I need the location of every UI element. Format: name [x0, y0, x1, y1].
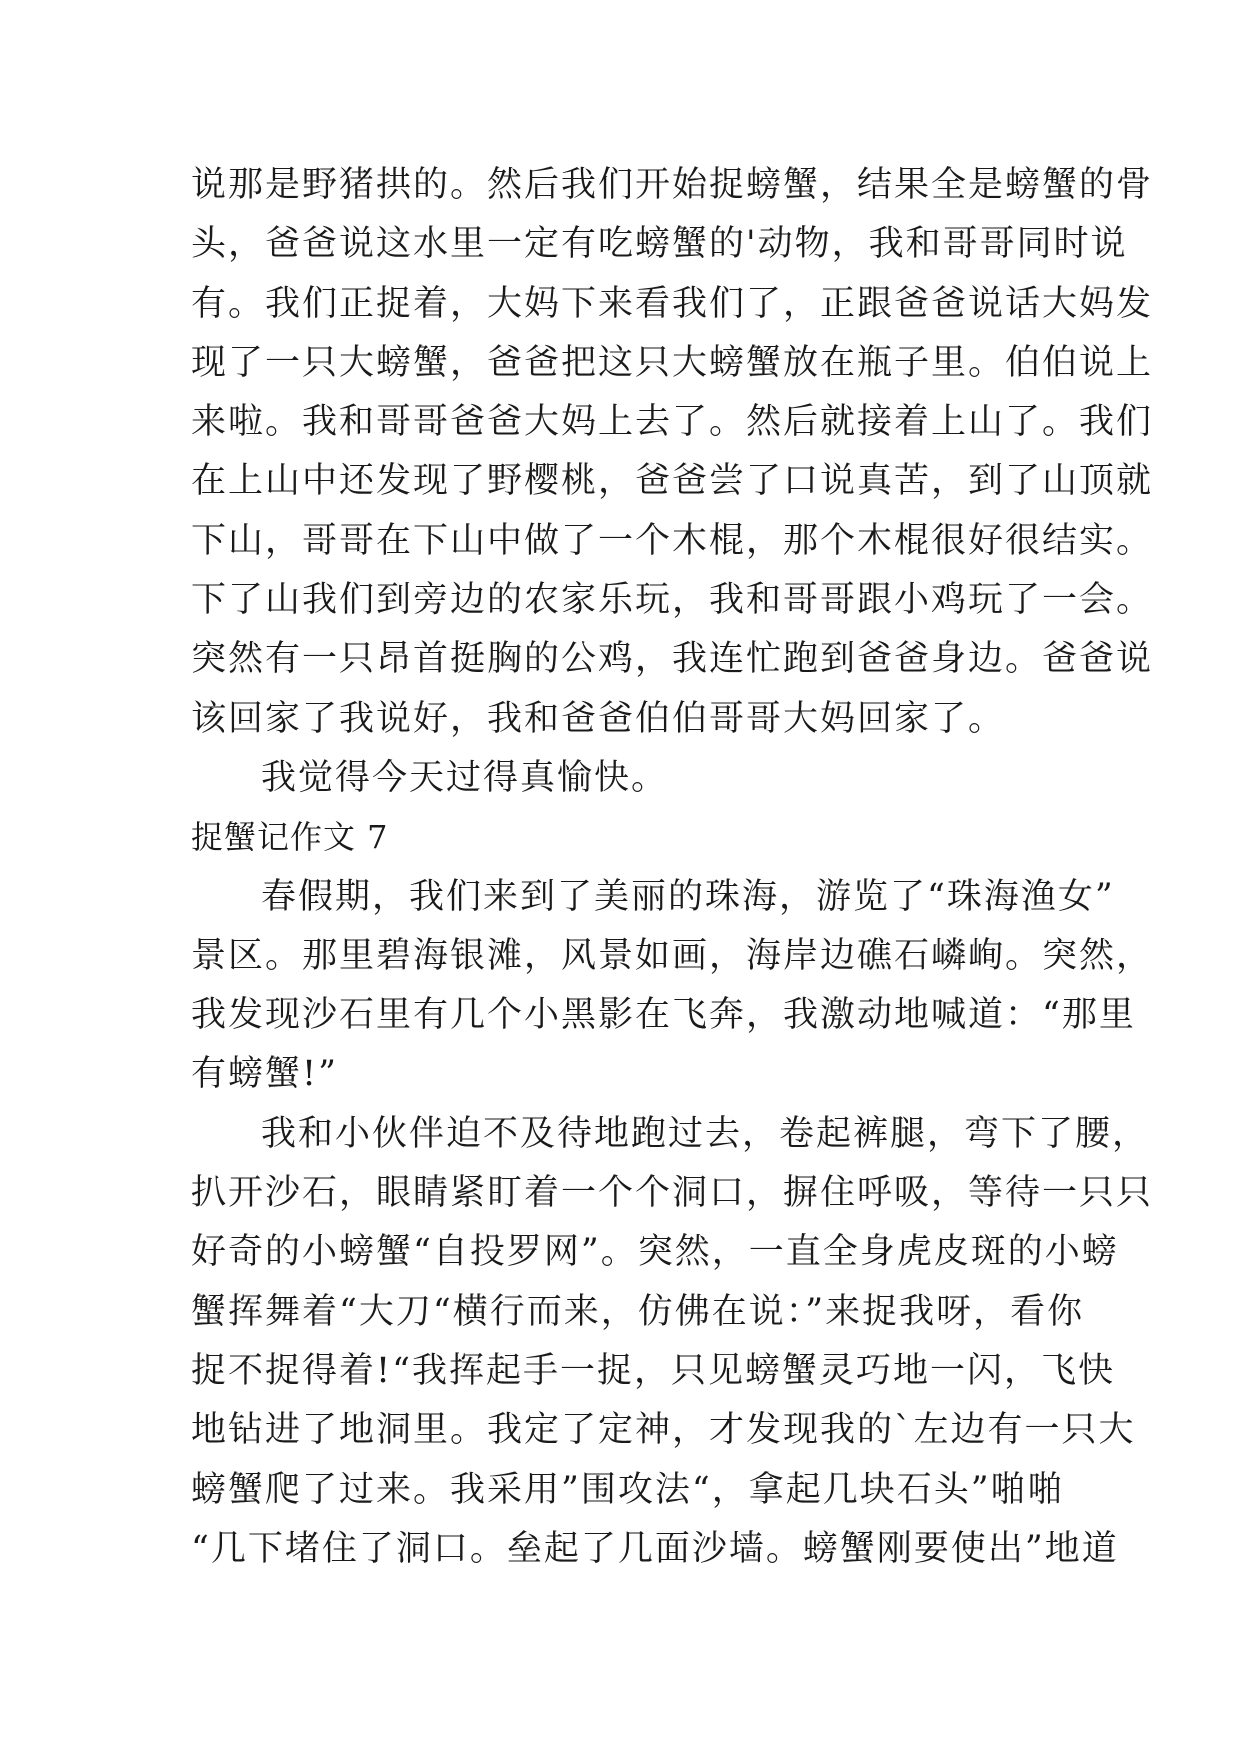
- text-line: 春假期，我们来到了美丽的珠海，游览了“珠海渔女”: [261, 876, 1115, 917]
- text-line: 在上山中还发现了野樱桃，爸爸尝了口说真苦，到了山顶就: [191, 461, 1154, 502]
- text-line: 下山，哥哥在下山中做了一个木棍，那个木棍很好很结实。: [191, 520, 1154, 561]
- text-line: 捉不捉得着!“我挥起手一捉，只见螃蟹灵巧地一闪，飞快: [191, 1350, 1115, 1391]
- text-line: 下了山我们到旁边的农家乐玩，我和哥哥跟小鸡玩了一会。: [191, 580, 1154, 621]
- text-line: 该回家了我说好，我和爸爸伯伯哥哥大妈回家了。: [191, 698, 1006, 739]
- text-line: 扒开沙石，眼睛紧盯着一个个洞口，摒住呼吸，等待一只只: [191, 1173, 1154, 1214]
- continued-paragraph: [191, 156, 1154, 749]
- text-line: 蟹挥舞着“大刀“横行而来，仿佛在说：”来捉我呀，看你: [191, 1291, 1085, 1332]
- text-line: 我发现沙石里有几个小黑影在飞奔，我激动地喊道：“那里: [191, 995, 1136, 1036]
- text-line: 现了一只大螃蟹，爸爸把这只大螃蟹放在瓶子里。伯伯说上: [191, 342, 1154, 383]
- text-line: 说那是野猪拱的。然后我们开始捉螃蟹，结果全是螃蟹的骨: [191, 165, 1154, 205]
- text-line: 有。我们正捉着，大妈下来看我们了，正跟爸爸说话大妈发: [191, 283, 1154, 324]
- text-line: 地钻进了地洞里。我定了定神，才发现我的`左边有一只大: [191, 1410, 1136, 1451]
- text-line: 突然有一只昂首挺胸的公鸡，我连忙跑到爸爸身边。爸爸说: [191, 639, 1154, 680]
- text-line: 有螃蟹!”: [191, 1054, 338, 1095]
- text-line: 螃蟹爬了过来。我采用”围攻法“，拿起几块石头”啪啪: [191, 1469, 1065, 1510]
- text-line: 来啦。我和哥哥爸爸大妈上去了。然后就接着上山了。我们: [191, 402, 1154, 443]
- paragraph-2: [191, 1105, 1154, 1579]
- closing-sentence: 我觉得今天过得真愉快。: [261, 757, 669, 798]
- text-line: 头，爸爸说这水里一定有吃螃蟹的'动物，我和哥哥同时说: [191, 224, 1128, 265]
- text-line: 我和小伙伴迫不及待地跑过去，卷起裤腿，弯下了腰，: [261, 1113, 1150, 1154]
- text-line: “几下堵住了洞口。垒起了几面沙墙。螃蟹刚要使出”地道: [191, 1528, 1119, 1569]
- document-body: [191, 156, 1154, 1579]
- paragraph-1: [191, 868, 1154, 1105]
- text-line: 好奇的小螃蟹“自投罗网”。突然，一直全身虎皮斑的小螃: [191, 1232, 1119, 1273]
- section-title: 捉蟹记作文 7: [191, 818, 389, 857]
- text-line: 景区。那里碧海银滩，风景如画，海岸边礁石嶙峋。突然，: [191, 935, 1154, 976]
